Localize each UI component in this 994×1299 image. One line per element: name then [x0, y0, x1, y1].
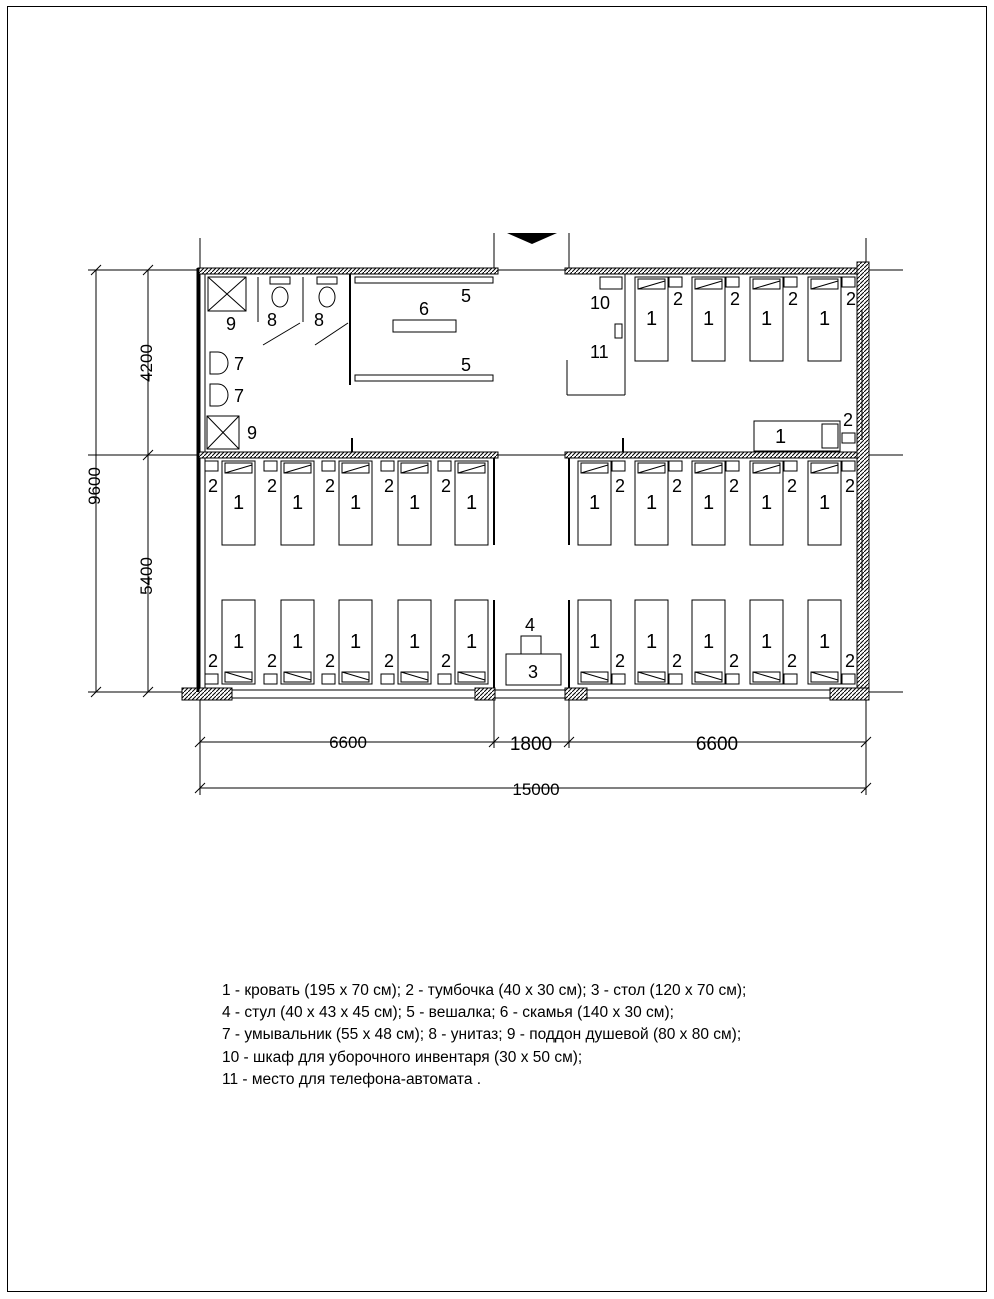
bed-label: 1 [646, 631, 658, 653]
label-washbasin-bottom: 7 [234, 386, 245, 406]
nightstand-label: 2 [325, 651, 336, 671]
nightstand-label: 2 [845, 476, 856, 496]
dim-corridor-width: 1800 [509, 734, 553, 755]
label-table: 3 [528, 662, 539, 682]
nightstand [264, 674, 277, 684]
nightstand [669, 461, 682, 471]
nightstand [381, 674, 394, 684]
nightstand-label: 2 [845, 651, 856, 671]
label-chair: 4 [525, 615, 536, 635]
nightstand-label: 2 [729, 651, 740, 671]
payphone [615, 324, 622, 338]
nightstand-label: 2 [267, 651, 278, 671]
nightstand [612, 674, 625, 684]
dim-total-height: 9600 [85, 467, 104, 505]
bed [754, 421, 840, 451]
nightstand [322, 461, 335, 471]
bed-label: 1 [350, 492, 362, 514]
dim-lower-height: 5400 [137, 557, 156, 595]
bed-label: 1 [409, 631, 421, 653]
nightstand-label: 2 [267, 476, 278, 496]
nightstand-label: 2 [441, 651, 452, 671]
nightstand [669, 674, 682, 684]
nightstand-label: 2 [788, 289, 799, 309]
legend-line: 11 - место для телефона-автомата . [222, 1070, 482, 1088]
nightstand [784, 277, 797, 287]
bed-label: 1 [292, 492, 304, 514]
bed-label: 1 [761, 492, 773, 514]
nightstand [264, 461, 277, 471]
nightstand [438, 461, 451, 471]
nightstand [726, 277, 739, 287]
nightstand [842, 277, 855, 287]
nightstand-label: 2 [384, 476, 395, 496]
nightstand-label: 2 [846, 289, 857, 309]
bed-label: 1 [761, 631, 773, 653]
nightstand [322, 674, 335, 684]
label-shower-top: 9 [226, 314, 237, 334]
label-toilet-left: 8 [267, 310, 278, 330]
bed-label: 1 [292, 631, 304, 653]
bed-label: 1 [589, 492, 601, 514]
toilet-left [272, 287, 288, 307]
bed-label: 1 [589, 631, 601, 653]
nightstand [784, 461, 797, 471]
dim-right-width: 6600 [695, 734, 739, 755]
legend [222, 980, 922, 1091]
dim-upper-height: 4200 [137, 344, 156, 382]
washbasin-top [210, 352, 228, 374]
nightstand-label: 2 [787, 476, 798, 496]
bed-label: 1 [819, 631, 831, 653]
bed-label: 1 [233, 492, 245, 514]
bed-label: 1 [703, 308, 715, 330]
dim-left-width: 6600 [329, 733, 367, 752]
label-washbasin-top: 7 [234, 354, 245, 374]
bed-label: 1 [819, 492, 831, 514]
sanitary-block [207, 277, 622, 449]
nightstand-label: 2 [787, 651, 798, 671]
nightstand [842, 461, 855, 471]
nightstand-label: 2 [729, 476, 740, 496]
bed-label: 1 [703, 631, 715, 653]
nightstand [612, 461, 625, 471]
nightstand [842, 433, 855, 443]
nightstand [205, 674, 218, 684]
nightstand [669, 277, 682, 287]
bed-label: 1 [646, 492, 658, 514]
bed-label: 1 [761, 308, 773, 330]
label-bench: 6 [419, 299, 430, 319]
legend-line: 7 - умывальник (55 х 48 см); 8 - унитаз; 9 - поддон душевой (80 х 80 см); [222, 1026, 742, 1044]
bed-label: 1 [646, 308, 658, 330]
entrance-arrow [507, 233, 557, 244]
dim-total-width: 15000 [512, 780, 560, 799]
nightstand [438, 674, 451, 684]
toilet-right [319, 287, 335, 307]
bench [393, 320, 456, 332]
legend-line: 10 - шкаф для уборочного инвентаря (30 х 50 см); [222, 1048, 583, 1066]
nightstand [381, 461, 394, 471]
label-hanger-bottom: 5 [461, 355, 472, 375]
nightstand [842, 674, 855, 684]
nightstand-label: 2 [208, 651, 219, 671]
nightstand [726, 461, 739, 471]
bed-label: 1 [775, 426, 787, 448]
bed-label: 1 [409, 492, 421, 514]
chair [521, 636, 541, 654]
label-hanger-top: 5 [461, 286, 472, 306]
nightstand-label: 2 [672, 476, 683, 496]
label-payphone: 11 [590, 342, 609, 362]
bed-label: 1 [233, 631, 245, 653]
bed-label: 1 [466, 631, 478, 653]
nightstand-label: 2 [384, 651, 395, 671]
nightstand-label: 2 [615, 476, 626, 496]
nightstand-label: 2 [730, 289, 741, 309]
label-toilet-right: 8 [314, 310, 325, 330]
nightstand-label: 2 [672, 651, 683, 671]
bed-label: 1 [819, 308, 831, 330]
nightstand-label: 2 [843, 410, 854, 430]
nightstand [726, 674, 739, 684]
nightstand-label: 2 [615, 651, 626, 671]
bed-label: 1 [703, 492, 715, 514]
cleaning-cabinet [600, 277, 622, 289]
legend-line: 4 - стул (40 х 43 х 45 см); 5 - вешалка; 6 - скамья (140 х 30 см); [222, 1004, 674, 1022]
legend-line: 1 - кровать (195 х 70 см); 2 - тумбочка (40 х 30 см); 3 - стол (120 х 70 см); [222, 982, 747, 999]
nightstand-label: 2 [673, 289, 684, 309]
nightstand-label: 2 [441, 476, 452, 496]
bed-label: 1 [350, 631, 362, 653]
nightstand [205, 461, 218, 471]
nightstand-label: 2 [325, 476, 336, 496]
bed-label: 1 [466, 492, 478, 514]
label-shower-bottom: 9 [247, 423, 258, 443]
nightstand [784, 674, 797, 684]
label-cabinet: 10 [590, 293, 611, 313]
washbasin-bottom [210, 384, 228, 406]
nightstand-label: 2 [208, 476, 219, 496]
